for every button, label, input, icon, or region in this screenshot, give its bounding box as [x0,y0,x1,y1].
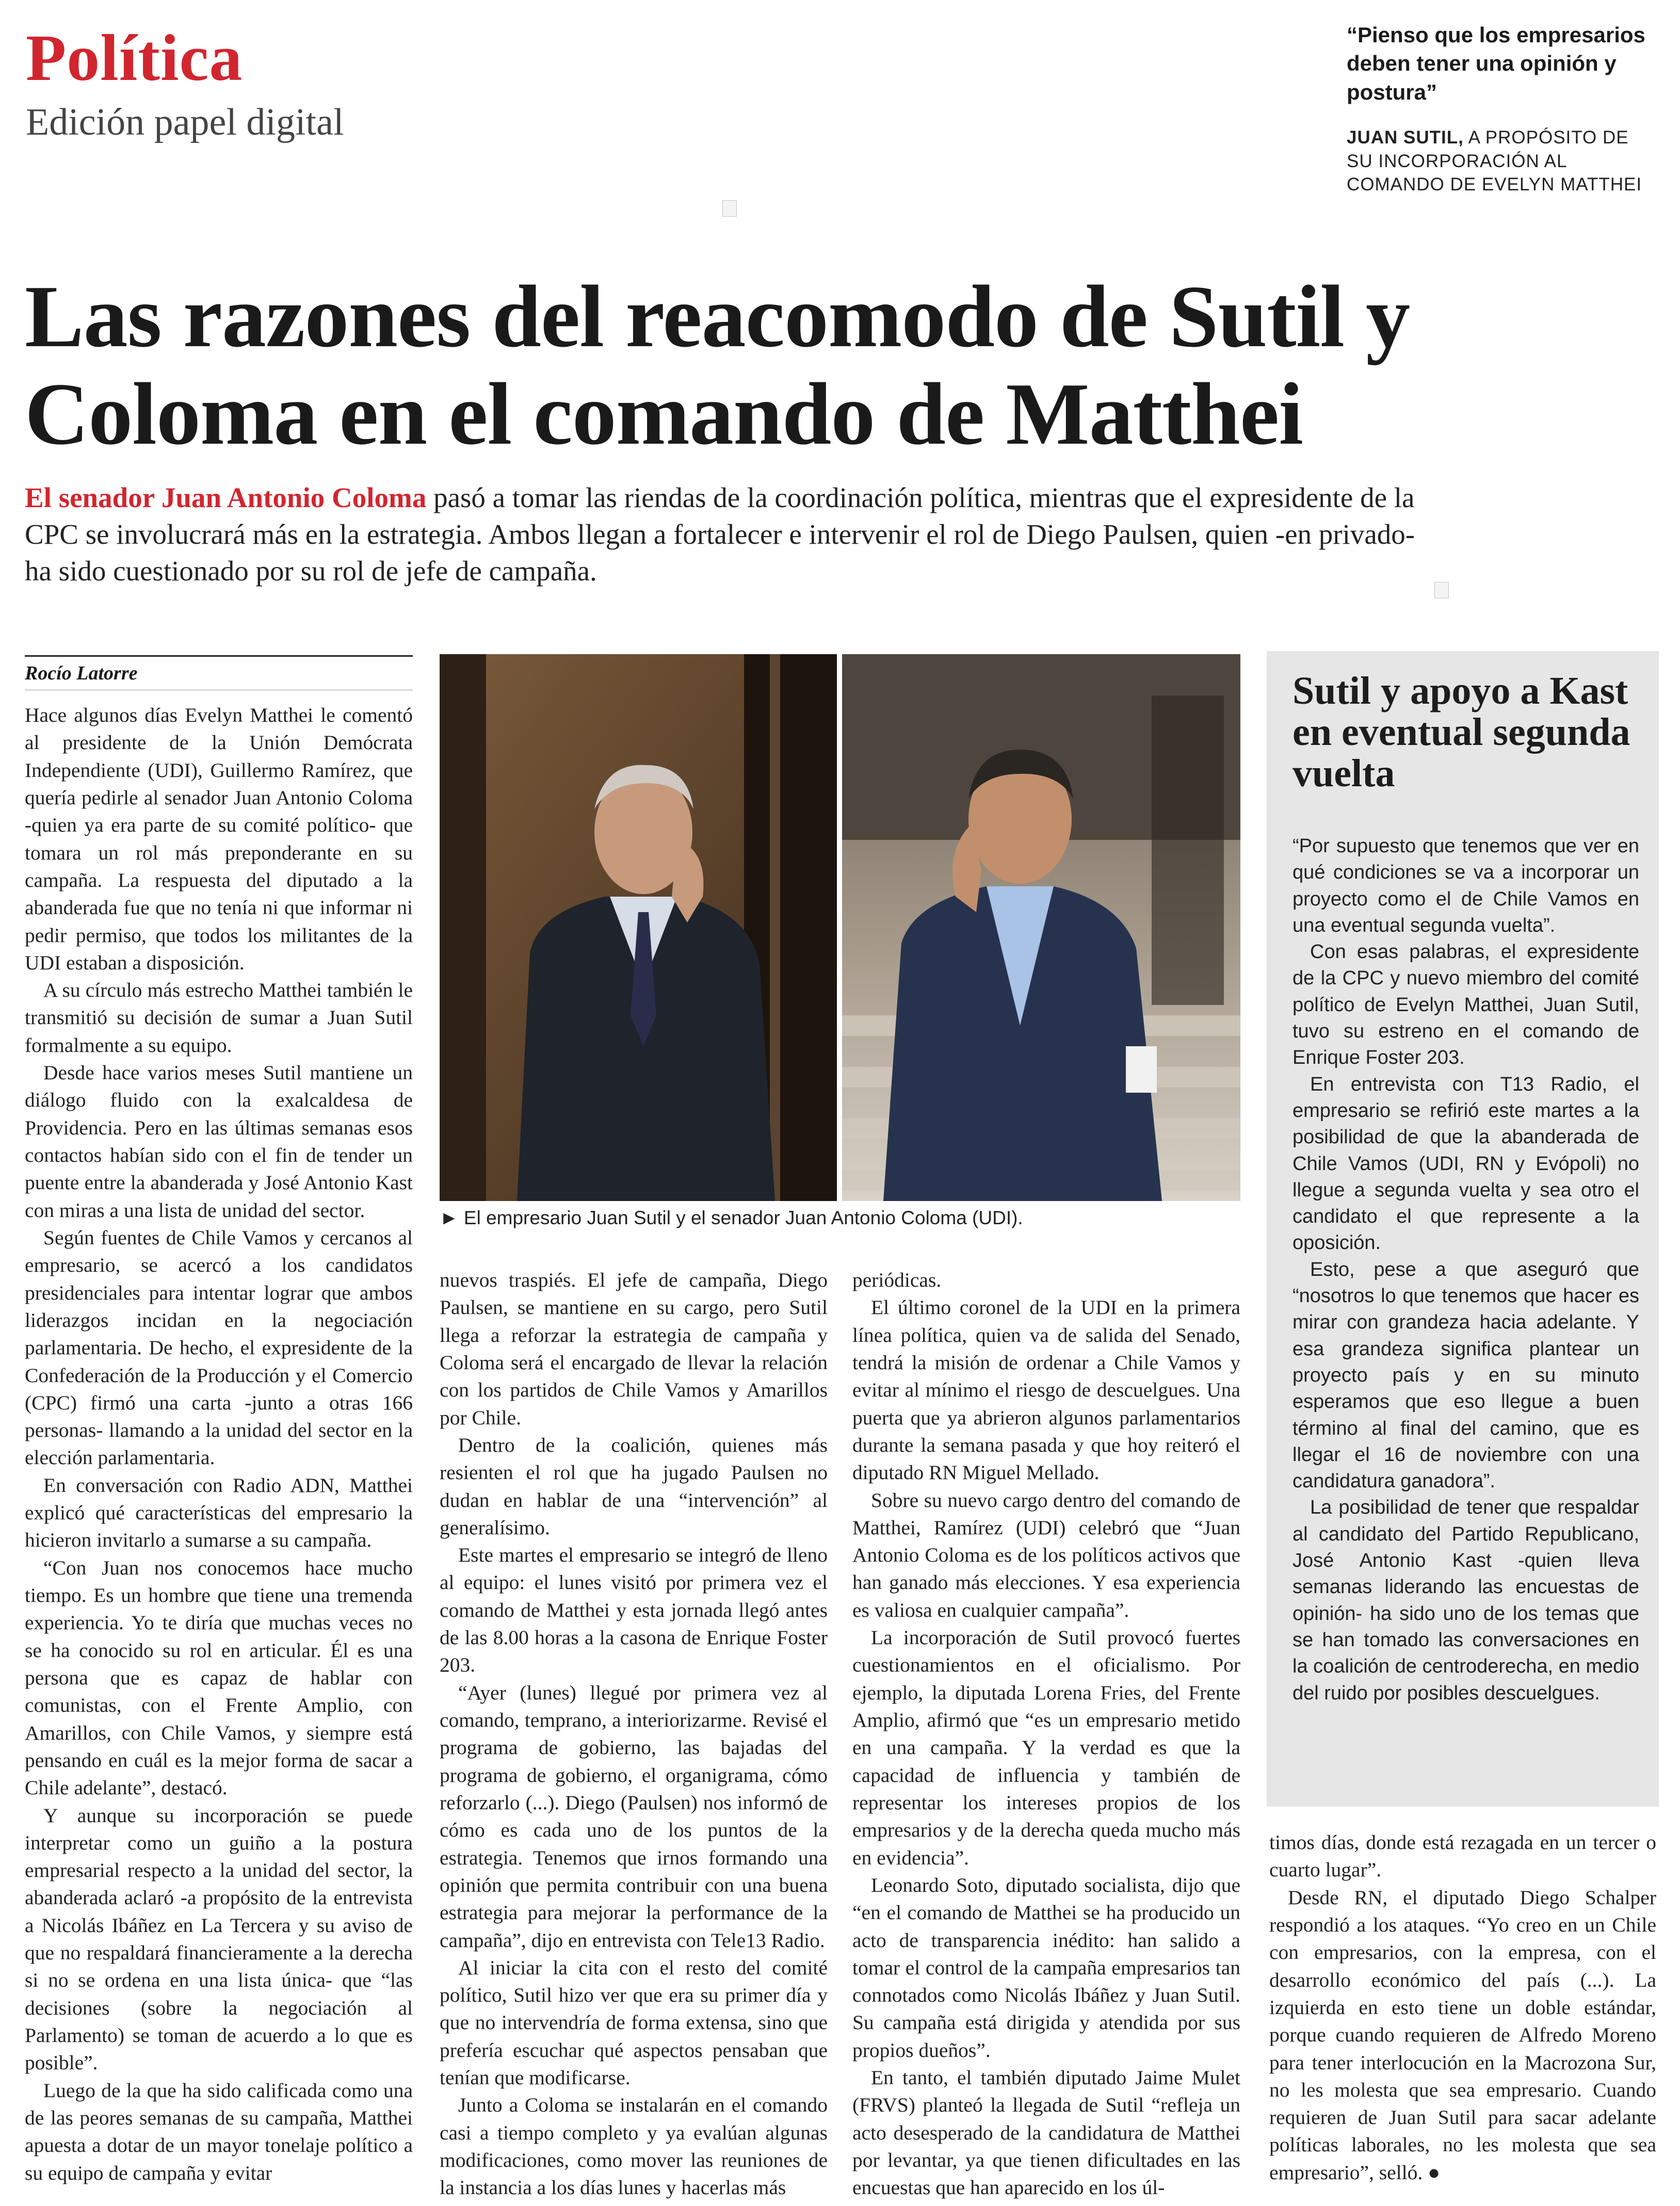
photo-caption: ► El empresario Juan Sutil y el senador Juan Antonio Coloma (UDI). [440,1207,1023,1228]
sidebar-paragraph: “Por supuesto que tenemos que ver en qué condiciones se va a incorporar un proyecto como el de Chile Vamos en una eventual segunda vuelta”. [1293,835,1639,936]
paragraph: Sobre su nuevo cargo dentro del comando de Matthei, Ramírez (UDI) celebró que “Juan Antonio Coloma es de los políticos activos que han ganado más elecciones. Y esa experiencia es valiosa en cualquier campaña”. [852,1488,1240,1621]
paragraph: Luego de la que ha sido calificada como una de las peores semanas de su campaña, Matthei apuesta a dotar de un mayor tonelaje político a su equipo de campaña y evitar [25,2079,413,2184]
document-marker-icon [722,200,737,217]
paragraph: Leonardo Soto, diputado socialista, dijo que “en el comando de Matthei se ha producido un acto de transparencia inédito: han salido a tomar el control de la campaña empresarios tan connotados como Nicolás Ibáñez y Juan Sutil. Su campaña está dirigida y atendida por sus propios dueños”. [852,1873,1240,2062]
article-column-1 [25,702,413,2182]
section-title: Política [26,21,243,94]
paragraph: Junto a Coloma se instalarán en el comando casi a tiempo completo y ya evalúan algunas modificaciones, como mover las reuniones de la instancia a los días lunes y hacerlas más [440,2094,828,2199]
paragraph: Según fuentes de Chile Vamos y cercanos al empresario, se acercó a los candidatos presidenciales para intentar lograr que ambos liderazgos incidan en la negociación parlamentaria. De hecho, el expresidente de la Confederación de la Producción y el Comercio (CPC) firmó una carta -junto a otras 166 personas- llamando a la unidad del sector en la elección parlamentaria. [25,1226,413,1469]
pull-quote-attribution [1347,126,1656,197]
paragraph: “Ayer (lunes) llegué por primera vez al comando, temprano, a interiorizarme. Revisé el programa de gobierno, las bajadas del programa de gobierno, el organigrama, cómo reforzarlo (...). Diego (Paulsen) nos informó de cómo es cada uno de los puntos de la estrategia. Tenemos que irnos formando una opinión que permita contribuir con una buena estrategia para mejorar la performance de la campaña”, dijo en entrevista con Tele13 Radio. [440,1681,828,1952]
article-column-4 [1269,1829,1656,2185]
lead-text: pasó a tomar las riendas de la coordinación política, mientras que el expresidente de la CPC se involucrará más en la estrategia. Ambos llegan a fortalecer e intervenir el rol de Diego Paulsen, quien -en privado- ha sido cuestionado por su rol de jefe de campaña. [25,482,1415,587]
paragraph: Este martes el empresario se integró de lleno al equipo: el lunes visitó por primera vez el comando de Matthei y esta jornada llegó antes de las 8.00 horas a la casona de Enrique Foster 203. [440,1544,828,1677]
sidebar-title: Sutil y apoyo a Kast en eventual segunda vuelta [1293,669,1630,795]
sidebar-paragraph: En entrevista con T13 Radio, el empresario se refirió este martes a la posibilidad de que la abanderada de Chile Vamos (UDI, RN y Evópoli) no llegue a segunda vuelta y sea otro el candidato el que represente a la oposición. [1293,1073,1639,1254]
sidebar-paragraph: Esto, pese a que aseguró que “nosotros lo que tenemos que hacer es mirar con grandeza hacia adelante. Y esa grandeza significa plantear un proyecto país y en su minuto esperamos que eso llegue a buen término al final del camino, que es llegar el 16 de noviembre con una candidatura ganadora”. [1293,1258,1639,1493]
sidebar-body [1293,833,1639,1707]
article-column-3 [852,1267,1240,2199]
pull-quote-text: “Pienso que los empresarios deben tener una opinión y postura” [1347,23,1645,104]
paragraph: A su círculo más estrecho Matthei también le transmitió su decisión de sumar a Juan Sutil formalmente a su equipo. [25,979,413,1057]
sidebar-paragraph: Con esas palabras, el expresidente de la CPC y nuevo miembro del comité político de Evelyn Matthei, Juan Sutil, tuvo su estreno en el comando de Enrique Foster 203. [1293,941,1639,1069]
article-column-2 [440,1267,828,2199]
paragraph: Al iniciar la cita con el resto del comité político, Sutil hizo ver que era su primer día y que no intervendría de forma extensa, sino que prefería escuchar qué aspectos pensaban que tenían que modificarse. [440,1956,828,2089]
paragraph: La incorporación de Sutil provocó fuertes cuestionamientos en el oficialismo. Por ejemplo, la diputada Lorena Fries, del Frente Amplio, afirmó que “es un empresario metido en una campaña. Y la verdad es que la capacidad de influencia y también de representar los intereses propios de los empresarios y de la derecha queda mucho más en evidencia”. [852,1626,1240,1869]
paragraph: timos días, donde está rezagada en un tercer o cuarto lugar”. [1269,1831,1656,1881]
paragraph: Desde RN, el diputado Diego Schalper respondió a los ataques. “Yo creo en un Chile con empresarios, con la empresa, con el desarrollo económico del país (...). La izquierda en esto tiene un doble estándar, porque cuando requieren de Alfredo Moreno para tener interlocución en la Macrozona Sur, no les molesta que sea empresario. Cuando requieren de Juan Sutil para sacar adelante políticas laborales, no les molesta que sea empresario”, selló. ● [1269,1886,1656,2184]
paragraph: Dentro de la coalición, quienes más resienten el rol que ha jugado Paulsen no dudan en hablar de una “intervención” al generalísimo. [440,1433,828,1539]
paragraph: Y aunque su incorporación se puede interpretar como un guiño a la postura empresarial respecto a la unidad del sector, la abanderada aclaró -a propósito de la entrevista a Nicolás Ibáñez en La Tercera y su aviso de que no respaldará financieramente a la derecha si no se ordena en una lista única- que “las decisiones (sobre la negociación al Parlamento) se toman de acuerdo a lo que es posible”. [25,1804,413,2074]
photo-illustration [440,654,1240,1201]
section-subtitle: Edición papel digital [26,101,344,143]
paragraph: El último coronel de la UDI en la primera línea política, quien va de salida del Senado, tendrá la misión de ordenar a Chile Vamos y evitar al mínimo el riesgo de descuelgues. Una puerta que ya abrieron algunos parlamentarios durante la semana pasada y que hoy reiteró el diputado RN Miguel Mellado. [852,1296,1240,1484]
paragraph: En tanto, el también diputado Jaime Mulet (FRVS) planteó la llegada de Sutil “refleja un acto desesperado de la candidatura de Matthei por levantar, ya que tienen dificultades en las encuestas que han aparecido en los úl- [852,2066,1240,2199]
sidebar-paragraph: La posibilidad de tener que respaldar al candidato del Partido Republicano, José Antonio Kast -quien lleva semanas liderando las encuestas de opinión- ha sido uno de los temas que se han tomado las conversaciones en la coalición de centroderecha, en medio del ruido por posibles descuelgues. [1293,1497,1639,1704]
paragraph: “Con Juan nos conocemos hace mucho tiempo. Es un hombre que tiene una tremenda experiencia. Yo te diría que muchas veces no se ha conocido su rol en articular. Él es una persona que es capaz de hablar con comunistas, con el Frente Amplio, con Amarillos, con Chile Vamos, y siempre está pensando en cuál es la mejor forma de sacar a Chile adelante”, destacó. [25,1556,413,1799]
lead-highlight: El senador Juan Antonio Coloma [25,482,427,513]
paragraph: Hace algunos días Evelyn Matthei le comentó al presidente de la Unión Demócrata Independiente (UDI), Guillermo Ramírez, que quería pedirle al senador Juan Antonio Coloma -quien ya era parte de su comité político- que tomara un rol más preponderante en su campaña. La respuesta del diputado a la abanderada fue que no tenía ni que informar ni pedir permiso, que todos los militantes de la UDI estaban a disposición. [25,704,413,974]
document-marker-icon [1434,582,1449,598]
paragraph: Desde hace varios meses Sutil mantiene un diálogo fluido con la exalcaldesa de Providencia. Pero en las últimas semanas esos contactos habían sido con el fin de tender un puente entre la abanderada y José Antonio Kast con miras a una lista de unidad del sector. [25,1061,413,1222]
lead-paragraph [25,480,1418,590]
pull-quote [1347,21,1656,197]
headline: Las razones del reacomodo de Sutil y Coloma en el comando de Matthei [25,268,1410,464]
paragraph: periódicas. [852,1269,942,1291]
pull-quote-context: A PROPÓSITO DE SU INCORPORACIÓN AL COMANDO DE EVELYN MATTHEI [1347,127,1642,195]
pull-quote-author: JUAN SUTIL, [1347,127,1464,148]
article-photo [440,654,1240,1201]
paragraph: nuevos traspiés. El jefe de campaña, Diego Paulsen, se mantiene en su cargo, pero Sutil llega a reforzar la estrategia de campaña y Coloma será el encargado de llevar la relación con los partidos de Chile Vamos y Amarillos por Chile. [440,1269,828,1429]
byline: Rocío Latorre [25,655,413,690]
paragraph: En conversación con Radio ADN, Matthei explicó qué características del empresario la hicieron invitarlo a sumarse a su campaña. [25,1473,413,1552]
